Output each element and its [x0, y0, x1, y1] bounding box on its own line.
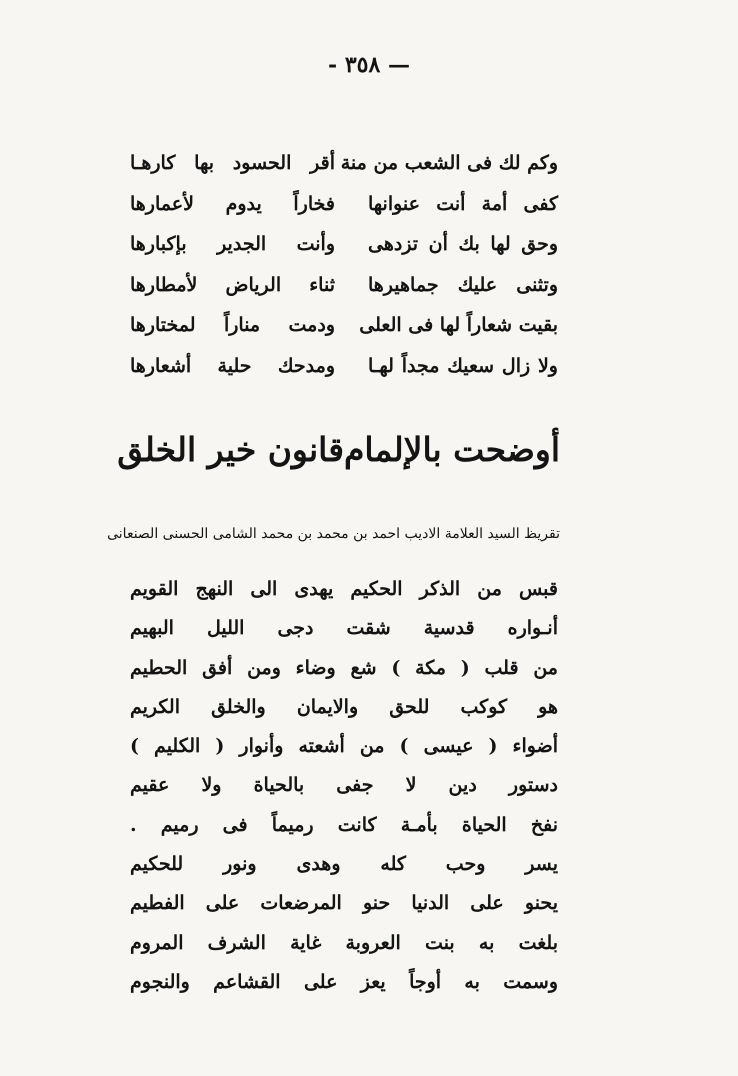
poem-line: هو كوكب للحق والايمان والخلق الكريم: [130, 695, 558, 718]
section-title-second: قانون خير الخلق: [117, 430, 344, 469]
poem-line: قبس من الذكر الحكيم يهدى الى النهج القويم: [130, 578, 558, 600]
section-title: [117, 430, 560, 469]
poem-line: أنـواره قدسية شقت دجى الليل البهيم: [130, 617, 558, 640]
poem-couplet: [130, 274, 558, 315]
poem-line: دستور دين لا جفى بالحياة ولا عقيم: [130, 774, 558, 797]
poem-line: من قلب ( مكة ) شع وضاء ومن أفق الحطيم: [130, 656, 558, 679]
poem-line: يسر وحب كله وهدى ونور للحكيم: [130, 853, 558, 876]
hemistich-second: وأنت الجدير بإكبارها: [130, 233, 335, 255]
poem-line: نفخ الحياة بأمـة كانت رميماً فى رميم .: [130, 813, 558, 836]
hemistich-first: وتثنى عليك جماهيرها: [368, 273, 558, 296]
hemistich-second: ومدحك حلية أشعارها: [130, 354, 335, 377]
section-subtitle: تقريظ السيد العلامة الاديب احمد بن محمد بن محمد الشامى الحسنى الصنعانى: [107, 526, 560, 542]
poem-second: [130, 578, 558, 1010]
poem-first: [130, 152, 558, 395]
hemistich-first: وكم لك فى الشعب من منة: [340, 152, 558, 174]
hemistich-first: ولا زال سعيك مجداً لهـا: [368, 354, 558, 377]
poem-couplet: [130, 314, 558, 355]
hemistich-second: أقر الحسود بها كارهـا: [130, 152, 335, 174]
poem-couplet: [130, 152, 558, 193]
hemistich-second: فخاراً يدوم لأعمارها: [130, 192, 335, 215]
hemistich-first: كفى أمة أنت عنوانها: [368, 192, 558, 215]
poem-line: أضواء ( عيسى ) من أشعته وأنوار ( الكليم ): [130, 735, 558, 758]
hemistich-second: ثناء الرياض لأمطارها: [130, 273, 335, 296]
section-title-first: أوضحت بالإلمام: [344, 430, 560, 469]
hemistich-second: ودمت مناراً لمختارها: [130, 314, 335, 336]
poem-couplet: [130, 193, 558, 234]
poem-line: يحنو على الدنيا حنو المرضعات على الفطيم: [130, 892, 558, 915]
hemistich-first: وحق لها بك أن تزدهى: [368, 233, 558, 255]
poem-couplet: [130, 355, 558, 396]
hemistich-first: بقيت شعاراً لها فى العلى: [359, 314, 558, 336]
poem-line: بلغت به بنت العروبة غاية الشرف المروم: [130, 931, 558, 954]
poem-couplet: [130, 233, 558, 274]
poem-line: وسمت به أوجاً يعز على القشاعم والنجوم: [130, 970, 558, 993]
page-number: — ٣٥٨ -: [328, 52, 410, 78]
